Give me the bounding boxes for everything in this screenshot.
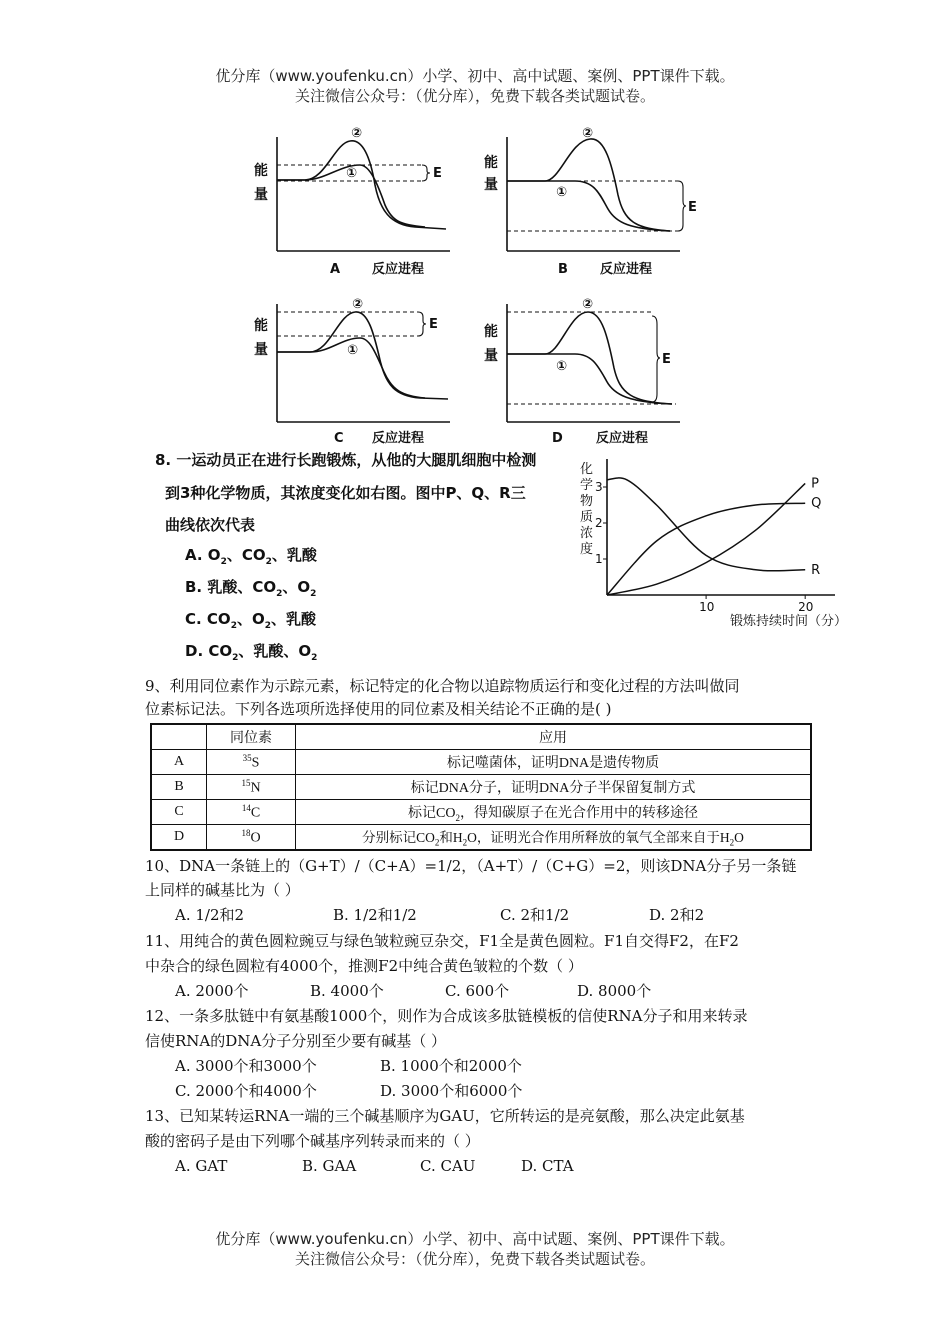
q11-option-c: C. 600个: [445, 982, 510, 1000]
q12-option-a: A. 3000个和3000个: [175, 1057, 317, 1075]
q13-option-c: C. CAU: [420, 1157, 476, 1175]
q13-option-b: B. GAA: [302, 1157, 357, 1175]
isotope-element: O: [250, 830, 261, 846]
table-header-row: [151, 724, 811, 750]
app-text: ，得知碳原子在光合作用中的转移途径: [459, 805, 698, 821]
subscript: 2: [729, 837, 735, 848]
x-label: 反应进程: [596, 431, 649, 446]
row-isotope: [207, 750, 296, 775]
row-application: 标记DNA分子，证明DNA分子半保留复制方式: [296, 775, 812, 800]
panel-letter: D: [552, 431, 563, 446]
curve-1-label: ①: [346, 166, 358, 181]
q8-option-a: [185, 544, 317, 567]
energy-diagram-d-svg: [480, 294, 700, 449]
x-tick-label: 10: [699, 600, 715, 614]
header-cell-application: 应用: [296, 724, 812, 750]
q10-option-d: D. 2和2: [649, 906, 705, 924]
y-label-2: 量: [254, 342, 268, 358]
isotope-element: C: [250, 805, 261, 821]
q8-option-b: [185, 576, 316, 599]
panel-letter: B: [558, 262, 568, 277]
y-label-2: 量: [484, 348, 498, 364]
curve-1: [507, 181, 670, 231]
energy-diagram-c-svg: [250, 294, 460, 449]
e-label: E: [688, 200, 697, 215]
row-application: 标记噬菌体，证明DNA是遗传物质: [296, 750, 812, 775]
e-brace: [678, 181, 686, 231]
y-label-1: 能: [484, 155, 498, 171]
chart-y-label-char: 质: [580, 510, 594, 525]
app-text: 分别标记CO: [362, 830, 435, 846]
page-footer: [0, 1229, 950, 1269]
row-option: B: [151, 775, 207, 800]
energy-diagram-b-svg: [480, 125, 700, 280]
curve-2-label: ②: [351, 126, 363, 141]
curve-2: [277, 312, 448, 399]
curve-2-label: ②: [582, 297, 594, 312]
isotope-mass: 35: [242, 752, 252, 763]
subscript: 2: [434, 837, 440, 848]
series-line-r: [607, 478, 805, 571]
row-isotope: [207, 800, 296, 825]
e-brace: [422, 165, 430, 181]
app-text: 标记CO: [408, 805, 456, 821]
table-row: [151, 800, 811, 825]
table-row: [151, 750, 811, 775]
q8-option-a-prefix: A. O: [185, 546, 221, 564]
q8-line-3: 曲线依次代表: [165, 516, 256, 534]
curve-1-label: ①: [556, 185, 568, 200]
q13-line-1: 13、已知某转运RNA一端的三个碱基顺序为GAU，它所转运的是亮氨酸，那么决定此氨基: [145, 1107, 745, 1125]
chart-y-label-char: 学: [580, 478, 594, 493]
table-row: [151, 775, 811, 800]
app-text: 和H: [439, 830, 463, 846]
q8-option-c-prefix: C. CO: [185, 610, 231, 628]
chart-y-label-char: 度: [580, 542, 594, 557]
series-label-p: P: [811, 476, 820, 492]
q8-option-d-mid: 、乳酸、O: [238, 642, 312, 660]
x-label: 反应进程: [372, 262, 425, 277]
q10-option-b: B. 1/2和1/2: [333, 906, 417, 924]
subscript: 2: [310, 589, 317, 599]
row-option: C: [151, 800, 207, 825]
isotope-element: S: [251, 755, 260, 771]
q12-option-b: B. 1000个和2000个: [380, 1057, 522, 1075]
q9-line-2: 位素标记法。下列各选项所选择使用的同位素及相关结论不正确的是( ): [145, 700, 612, 718]
subscript: 2: [276, 589, 283, 599]
e-brace: [652, 316, 660, 402]
subscript: 2: [311, 653, 318, 663]
row-option: A: [151, 750, 207, 775]
q8-option-c-suffix: 、乳酸: [271, 610, 317, 628]
chart-y-label-char: 物: [580, 494, 594, 509]
series-label-r: R: [811, 562, 821, 578]
q12-line-1: 12、一条多肽链中有氨基酸1000个，则作为合成该多肽链模板的信使RNA分子和用来转录: [145, 1007, 748, 1025]
row-option: D: [151, 825, 207, 851]
subscript: 2: [462, 837, 468, 848]
energy-diagram-c: [250, 294, 460, 453]
energy-diagram-a: [250, 125, 460, 284]
app-text: O: [734, 830, 744, 846]
curve-2-label: ②: [352, 297, 364, 312]
q8-concentration-chart: [580, 455, 848, 644]
subscript: 2: [455, 812, 460, 823]
series-label-q: Q: [811, 496, 822, 512]
q8-option-c: [185, 608, 316, 631]
chart-y-label-char: 化: [580, 462, 594, 477]
chart-y-label-char: 浓: [580, 526, 594, 541]
q13-option-a: A. GAT: [175, 1157, 228, 1175]
subscript: 2: [265, 557, 272, 567]
q10-line-2: 上同样的碱基比为（ ）: [145, 881, 300, 899]
q8-option-d: [185, 640, 317, 663]
q12-line-2: 信使RNA的DNA分子分别至少要有碱基（ ）: [145, 1032, 447, 1050]
q13-option-d: D. CTA: [521, 1157, 574, 1175]
curve-2: [507, 139, 670, 231]
series-line-q: [607, 503, 805, 595]
q8-line-1: 8. 一运动员正在进行长跑锻炼，从他的大腿肌细胞中检测: [155, 451, 537, 469]
q9-line-1: 9、利用同位素作为示踪元素，标记特定的化合物以追踪物质运行和变化过程的方法叫做同: [145, 677, 740, 695]
e-brace: [418, 312, 426, 336]
panel-letter: C: [334, 431, 344, 446]
q8-line-2: 到3种化学物质，其浓度变化如右图。图中P、Q、R三: [165, 484, 526, 502]
footer-line-1: 优分库（www.youfenku.cn）小学、初中、高中试题、案例、PPT课件下载。: [215, 1230, 735, 1248]
isotope-mass: 18: [241, 827, 251, 838]
q12-option-d: D. 3000个和6000个: [380, 1082, 523, 1100]
y-label-1: 能: [484, 324, 498, 340]
curve-1: [507, 354, 672, 404]
footer-line-2: 关注微信公众号：（优分库），免费下载各类试题试卷。: [294, 1250, 655, 1268]
row-isotope: [207, 825, 296, 851]
e-label: E: [429, 317, 438, 332]
subscript: 2: [220, 557, 227, 567]
y-tick-label: 2: [595, 516, 603, 530]
q11-line-1: 11、用纯合的黄色圆粒豌豆与绿色皱粒豌豆杂交，F1全是黄色圆粒。F1自交得F2，在F2: [145, 932, 739, 950]
x-label: 反应进程: [600, 262, 653, 277]
e-label: E: [662, 352, 671, 367]
q11-option-b: B. 4000个: [310, 982, 384, 1000]
chart-x-label: 锻炼持续时间（分）: [730, 614, 848, 629]
q10-line-1: 10、DNA一条链上的（G+T）/（C+A）=1/2，（A+T）/（C+G）=2，则该DNA分子另一条链: [145, 857, 797, 875]
isotope-mass: 14: [241, 802, 251, 813]
app-text: O，证明光合作用所释放的氧气全部来自于H: [467, 830, 730, 846]
curve-1-label: ①: [347, 343, 359, 358]
q8-chart-svg: [580, 455, 848, 640]
x-label: 反应进程: [372, 431, 425, 446]
isotope-mass: 15: [241, 777, 251, 788]
q13-line-2: 酸的密码子是由下列哪个碱基序列转录而来的（ ）: [145, 1132, 480, 1150]
row-application: [296, 825, 812, 851]
row-isotope: [207, 775, 296, 800]
header-line-1: 优分库（www.youfenku.cn）小学、初中、高中试题、案例、PPT课件下载。: [215, 67, 735, 85]
q8-option-a-suffix: 、乳酸: [271, 546, 317, 564]
y-tick-label: 3: [595, 480, 603, 494]
x-tick-label: 20: [798, 600, 814, 614]
q8-option-b-prefix: B. 乳酸、CO: [185, 578, 277, 596]
page-header: [0, 66, 950, 106]
row-application: [296, 800, 812, 825]
energy-diagram-a-svg: [250, 125, 460, 280]
isotope-table: [150, 723, 812, 851]
curve-1-label: ①: [556, 359, 568, 374]
subscript: 2: [230, 621, 237, 631]
energy-diagram-d: [480, 294, 700, 453]
curve-2-label: ②: [582, 126, 594, 141]
panel-letter: A: [330, 262, 341, 277]
header-line-2: 关注微信公众号：（优分库），免费下载各类试题试卷。: [294, 87, 655, 105]
y-label-1: 能: [254, 163, 268, 179]
series-line-p: [607, 483, 805, 595]
energy-diagram-b: [480, 125, 700, 284]
y-label-2: 量: [484, 177, 498, 193]
q8-option-d-prefix: D. CO: [185, 642, 233, 660]
curve-2: [277, 141, 446, 229]
q11-option-d: D. 8000个: [577, 982, 652, 1000]
q10-option-c: C. 2和1/2: [500, 906, 570, 924]
q8-option-b-mid: 、O: [282, 578, 311, 596]
y-label-1: 能: [254, 318, 268, 334]
q12-option-c: C. 2000个和4000个: [175, 1082, 317, 1100]
isotope-element: N: [250, 780, 261, 796]
q11-option-a: A. 2000个: [175, 982, 249, 1000]
q8-option-c-mid: 、O: [236, 610, 265, 628]
table-row: [151, 825, 811, 851]
y-tick-label: 1: [595, 552, 603, 566]
q11-line-2: 中杂合的绿色圆粒有4000个，推测F2中纯合黄色皱粒的个数（ ）: [145, 957, 583, 975]
y-label-2: 量: [254, 187, 268, 203]
subscript: 2: [232, 653, 239, 663]
q10-option-a: A. 1/2和2: [175, 906, 245, 924]
header-cell-blank: [151, 724, 207, 750]
subscript: 2: [264, 621, 271, 631]
q8-option-a-mid: 、CO: [226, 546, 266, 564]
header-cell-isotope: 同位素: [207, 724, 296, 750]
chart-y-label: [580, 462, 593, 557]
e-label: E: [433, 166, 442, 181]
